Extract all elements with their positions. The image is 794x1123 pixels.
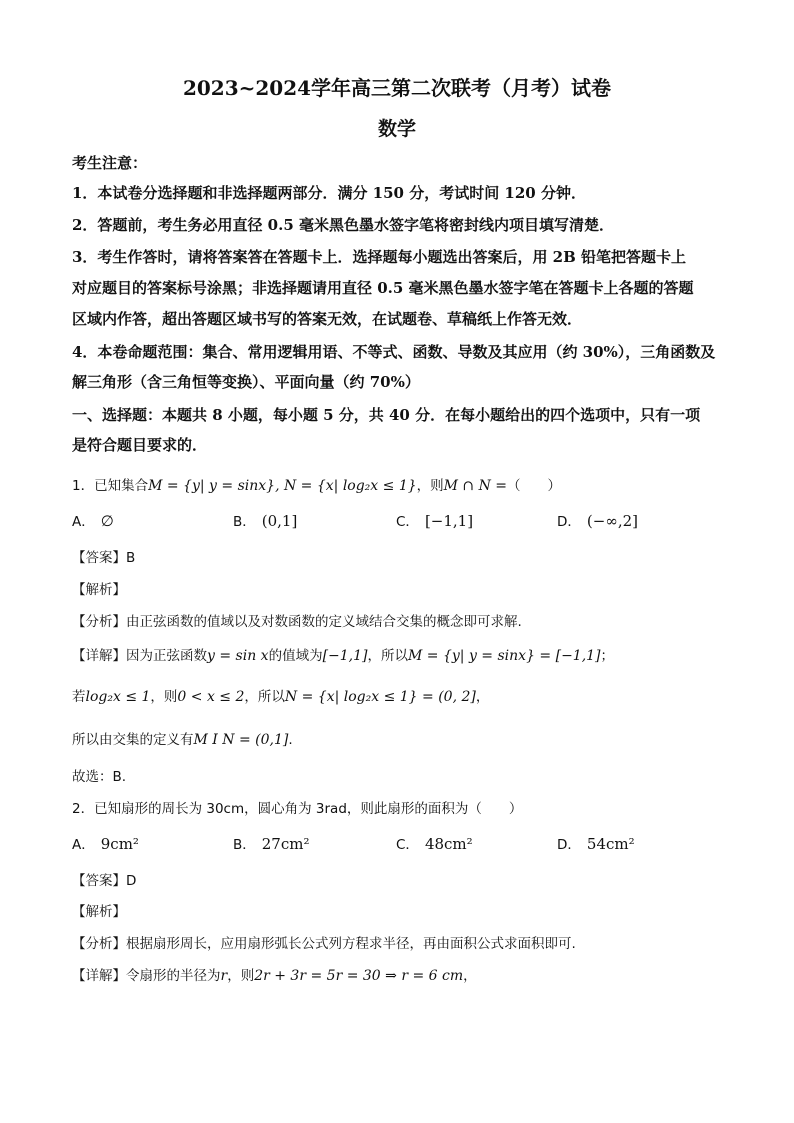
option-value: 27cm² [261, 835, 310, 853]
section-1-heading: 一、选择题：本题共 8 小题，每小题 5 分，共 40 分．在每小题给出的四个选项中，只有一项 [72, 406, 701, 424]
question-1-option-d [557, 510, 638, 530]
detail-text: 【详解】因为正弦函数 [72, 648, 207, 664]
notice-item-4-line-2: 解三角形（含三角恒等变换）、平面向量（约 70%） [72, 373, 420, 391]
option-value: [−1,1] [424, 512, 474, 530]
option-label: D． [557, 837, 581, 853]
notice-item-1: 1．本试卷分选择题和非选择题两部分．满分 150 分，考试时间 120 分钟． [72, 184, 586, 202]
question-1-mid: ，则 [416, 478, 444, 494]
section-1-heading-line-2: 是符合题目要求的． [72, 436, 208, 454]
detail-text: ，所以 [244, 689, 285, 705]
question-1-sets: M = {y| y = sinx}, N = {x| log₂x ≤ 1} [148, 478, 417, 494]
detail-text: ，所以 [367, 648, 408, 664]
question-1-prefix: 1．已知集合 [72, 478, 149, 494]
question-2-option-c [396, 833, 473, 853]
question-1-conclusion: 故选：B. [72, 769, 127, 785]
detail-text: . [288, 732, 293, 748]
question-2-option-b [233, 833, 310, 853]
detail-math: log₂x ≤ 1 [85, 689, 151, 705]
detail-math: 2r + 3r = 5r = 30 ⇒ r = 6 cm [254, 968, 464, 984]
option-label: A． [72, 514, 95, 530]
question-1-detail-line-2 [72, 685, 489, 705]
question-2-stem: 2．已知扇形的周长为 30cm，圆心角为 3rad，则此扇形的面积为（ ） [72, 801, 523, 817]
detail-text: 若 [72, 689, 86, 705]
question-1-analysis-label: 【解析】 [72, 582, 126, 598]
option-value: 54cm² [586, 835, 635, 853]
option-label: B． [233, 514, 256, 530]
detail-math: 0 < x ≤ 2 [177, 689, 245, 705]
subject-title: 数学 [377, 118, 416, 140]
question-1-fenxi: 【分析】由正弦函数的值域以及对数函数的定义域结合交集的概念即可求解. [72, 614, 522, 630]
question-2-detail-line-1 [72, 964, 477, 984]
detail-text: ； [600, 648, 615, 664]
option-value: (−∞,2] [586, 512, 638, 530]
detail-text: 【详解】令扇形的半径为 [72, 968, 221, 984]
detail-math: r [220, 968, 228, 984]
detail-text: ，则 [227, 968, 255, 984]
option-label: C． [396, 514, 419, 530]
notice-header: 考生注意： [72, 154, 148, 172]
detail-text: ， [463, 968, 477, 984]
option-label: D． [557, 514, 581, 530]
question-1-option-c [396, 510, 473, 530]
detail-text: ，则 [150, 689, 178, 705]
option-label: A． [72, 837, 95, 853]
detail-text: 的值域为 [268, 648, 323, 664]
question-2-analysis-label: 【解析】 [72, 904, 126, 920]
option-value: (0,1] [261, 512, 298, 530]
detail-text: ， [475, 689, 490, 705]
question-1-detail-line-3 [72, 728, 293, 748]
exam-title: 2023~2024学年高三第二次联考（月考）试卷 [182, 76, 612, 100]
detail-math: y = sin x [207, 648, 269, 664]
notice-item-3-line-1: 3．考生作答时，请将答案答在答题卡上．选择题每小题选出答案后，用 2B 铅笔把答题卡上 [72, 248, 687, 266]
option-label: B． [233, 837, 256, 853]
detail-math: [−1,1] [322, 648, 368, 664]
notice-item-3-line-2: 对应题目的答案标号涂黑；非选择题请用直径 0.5 毫米黑色墨水签字笔在答题卡上各题的答题 [72, 279, 694, 297]
detail-text: 所以由交集的定义有 [72, 732, 194, 748]
notice-item-4-line-1: 4．本卷命题范围：集合、常用逻辑用语、不等式、函数、导数及其应用（约 30%），三角函数及 [72, 343, 716, 361]
question-1-intersection: M ∩ N = [443, 478, 508, 494]
detail-math: N = {x| log₂x ≤ 1} = (0, 2] [284, 689, 476, 705]
question-2-answer: 【答案】D [72, 873, 137, 889]
question-2-fenxi: 【分析】根据扇形周长，应用扇形弧长公式列方程求半径，再由面积公式求面积即可. [72, 936, 576, 952]
option-value: 9cm² [100, 835, 139, 853]
question-1-answer: 【答案】B [72, 550, 136, 566]
question-2-option-a [72, 833, 139, 853]
question-1-stem [72, 474, 561, 494]
question-1-blank: （ ） [507, 478, 562, 494]
option-value: ∅ [100, 512, 114, 530]
question-1-detail-line-1 [72, 644, 614, 664]
option-value: 48cm² [424, 835, 473, 853]
question-1-option-b [233, 510, 297, 530]
notice-item-3-line-3: 区域内作答，超出答题区域书写的答案无效，在试题卷、草稿纸上作答无效． [72, 310, 583, 328]
notice-item-2: 2．答题前，考生务必用直径 0.5 毫米黑色墨水签字笔将密封线内项目填写清楚． [72, 216, 614, 234]
question-2-option-d [557, 833, 635, 853]
option-label: C． [396, 837, 419, 853]
question-1-option-a [72, 510, 114, 530]
detail-math: M = {y| y = sinx} = [−1,1] [408, 648, 601, 664]
detail-math: M I N = (0,1] [193, 732, 289, 748]
